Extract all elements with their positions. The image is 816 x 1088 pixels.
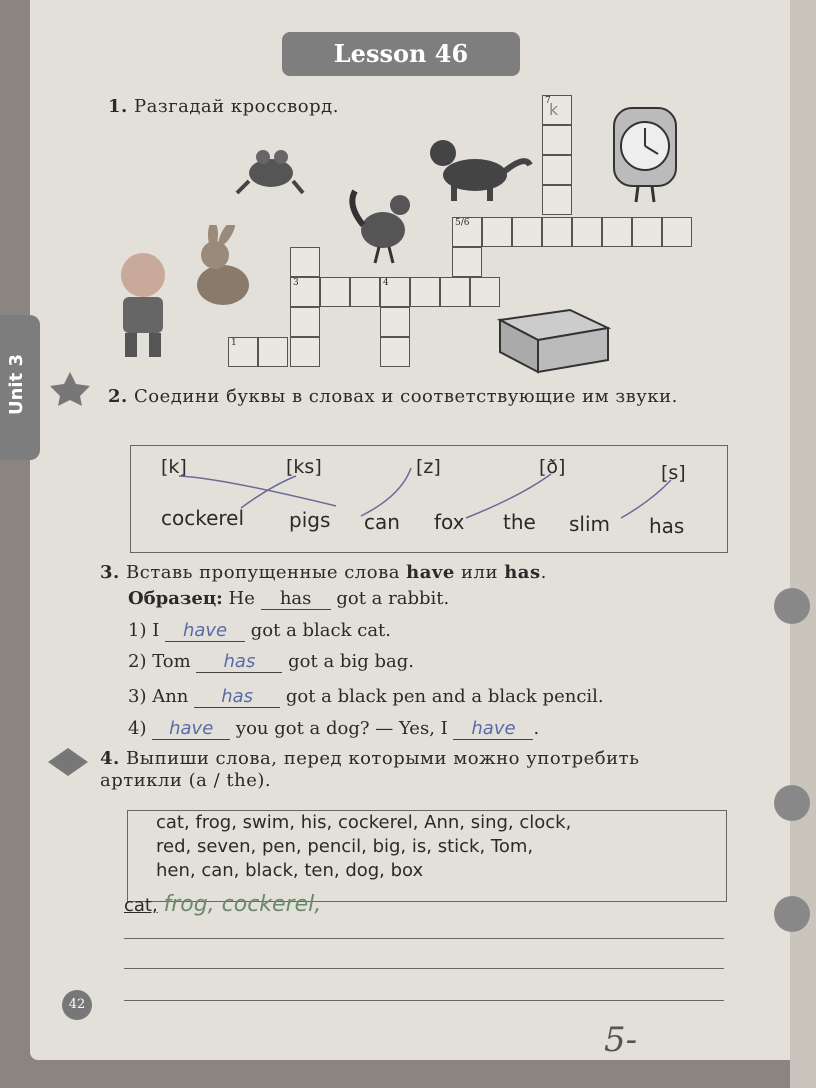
crossword-cell: 5/6	[452, 217, 482, 247]
example-post: got a rabbit.	[330, 588, 450, 609]
page-number: 42	[62, 990, 92, 1020]
crossword-cell	[380, 307, 410, 337]
task3-item-1	[128, 620, 391, 642]
matching-lines	[131, 446, 727, 552]
task2-heading	[108, 385, 718, 409]
crossword-cell	[290, 307, 320, 337]
word-can: can	[364, 510, 400, 534]
task2-number: 2.	[108, 386, 128, 407]
task1-heading	[108, 96, 339, 117]
star-icon	[48, 370, 92, 406]
word-has: has	[649, 514, 685, 538]
unit-tab	[0, 315, 40, 460]
sound-z: [z]	[416, 456, 441, 478]
item-pre: 3) Ann	[128, 686, 195, 707]
clock-picture	[600, 98, 690, 208]
task4-text: Выпиши слова, перед которыми можно употребить артикли (a / the).	[100, 748, 640, 791]
book-icon	[44, 744, 92, 778]
item-post: got a black pen and a black pencil.	[280, 686, 604, 707]
crossword-cell: 3	[290, 277, 320, 307]
crossword-cell	[542, 155, 572, 185]
word-the: the	[503, 510, 536, 534]
item-pre: 1) I	[128, 620, 166, 641]
ruled-line	[124, 968, 724, 969]
crossword-cell	[258, 337, 288, 367]
frog-picture	[235, 145, 305, 200]
crossword-cell	[320, 277, 350, 307]
task3-or: или	[454, 562, 505, 583]
crossword-cell	[440, 277, 470, 307]
crossword-cell	[602, 217, 632, 247]
cat-picture	[425, 135, 535, 205]
crossword-cell	[542, 125, 572, 155]
rabbit-picture	[185, 225, 260, 310]
crossword-cell	[512, 217, 542, 247]
task2-text: Соедини буквы в словах и соответствующие им звуки.	[134, 386, 678, 407]
crossword-cell	[542, 185, 572, 215]
crossword-cell	[290, 247, 320, 277]
margin-icon	[774, 785, 810, 821]
word-list-line: cat, frog, swim, his, cockerel, Ann, sing, clock,	[156, 812, 572, 833]
sound-th: [ð]	[539, 456, 566, 478]
task4-answer-line[interactable]	[124, 892, 321, 917]
word-fox: fox	[434, 510, 465, 534]
margin-icon	[774, 588, 810, 624]
answer-field[interactable]: has	[194, 686, 280, 708]
task3-item-2	[128, 651, 414, 673]
task3-example	[128, 588, 449, 610]
ruled-line	[124, 938, 724, 939]
task3-text: Вставь пропущенные слова	[126, 562, 407, 583]
task3-dot: .	[540, 562, 547, 583]
crossword-cell	[380, 337, 410, 367]
crossword-cell	[572, 217, 602, 247]
lesson-title: Lesson 46	[282, 32, 520, 76]
grade-mark: 5-	[604, 1020, 638, 1060]
word-list-line: hen, can, black, ten, dog, box	[156, 860, 424, 881]
task3-word-have: have	[406, 562, 455, 583]
ruled-line	[124, 1000, 724, 1001]
task4-number: 4.	[100, 748, 120, 769]
crossword-cell: 4	[380, 277, 410, 307]
word-list-line: red, seven, pen, pencil, big, is, stick, Tom,	[156, 836, 534, 857]
crossword-cell	[410, 277, 440, 307]
word-list-box	[127, 810, 727, 902]
unit-tab-label: Unit 3	[6, 354, 27, 415]
sound-k: [k]	[161, 456, 187, 478]
crossword-cell	[290, 337, 320, 367]
margin-icon	[774, 896, 810, 932]
example-label: Образец:	[128, 588, 223, 609]
crossword-cell	[482, 217, 512, 247]
sounds-box	[130, 445, 728, 553]
word-cockerel: cockerel	[161, 506, 245, 530]
crossword-cell	[350, 277, 380, 307]
crossword-cell: 1	[228, 337, 258, 367]
task3-item-3	[128, 686, 604, 708]
item-post: got a big bag.	[282, 651, 414, 672]
task3-heading	[100, 562, 547, 583]
crossword-cell	[542, 217, 572, 247]
item-end: .	[533, 718, 540, 739]
crossword-cell	[452, 247, 482, 277]
crossword-cell: 7 k	[542, 95, 572, 125]
sound-s: [s]	[661, 462, 686, 484]
item-post: you got a dog? — Yes, I	[230, 718, 454, 739]
answer-field[interactable]: have	[165, 620, 245, 642]
answer-field[interactable]: has	[196, 651, 282, 673]
crossword-cell	[662, 217, 692, 247]
task1-number: 1.	[108, 96, 128, 117]
task3-number: 3.	[100, 562, 120, 583]
task3-word-has: has	[504, 562, 541, 583]
word-pigs: pigs	[289, 508, 331, 532]
example-pre: He	[222, 588, 261, 609]
item-pre: 2) Tom	[128, 651, 197, 672]
task4-heading	[100, 748, 725, 792]
item-pre: 4)	[128, 718, 153, 739]
answer-field[interactable]: have	[453, 718, 533, 740]
word-slim: slim	[569, 512, 611, 536]
cockerel-picture	[345, 185, 420, 265]
answer-field[interactable]: have	[152, 718, 230, 740]
box-picture	[490, 290, 615, 375]
sound-ks: [ks]	[286, 456, 322, 478]
item-post: got a black cat.	[245, 620, 392, 641]
task3-item-4	[128, 718, 539, 740]
pig-picture	[105, 245, 180, 360]
example-fill: has	[261, 588, 331, 610]
task1-text: Разгадай кроссворд.	[134, 96, 339, 117]
answer-printed: cat,	[124, 895, 158, 916]
crossword-cell	[632, 217, 662, 247]
answer-handwritten: frog, cockerel,	[163, 892, 322, 917]
